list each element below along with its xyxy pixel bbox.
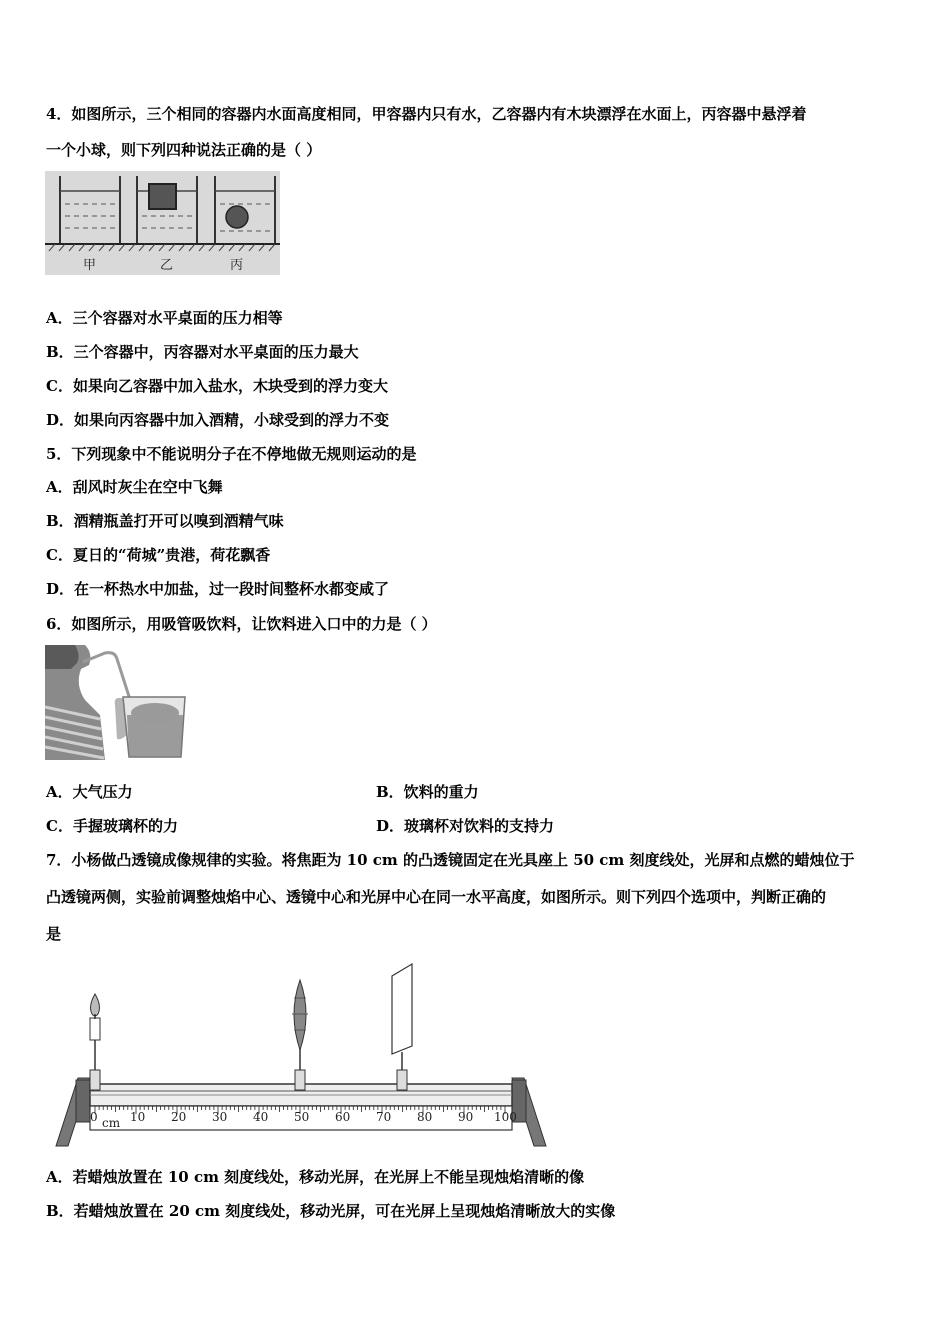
ruler-label-100: 100 xyxy=(494,1110,517,1124)
q4-stem-line2: 一个小球，则下列四种说法正确的是（ ） xyxy=(46,141,322,159)
label-yi: 乙 xyxy=(160,258,174,273)
q5-stem: 5．下列现象中不能说明分子在不停地做无规则运动的是 xyxy=(46,445,417,463)
q5-option-b: B．酒精瓶盖打开可以嗅到酒精气味 xyxy=(46,512,284,530)
q4-stem-line1: 4．如图所示，三个相同的容器内水面高度相同，甲容器内只有水，乙容器内有木块漂浮在水面上，丙容器中悬浮着 xyxy=(46,105,807,123)
q4-containers-figure xyxy=(45,171,280,275)
ruler-label-60: 60 xyxy=(335,1110,351,1124)
q6-option-d: D．玻璃杯对饮料的支持力 xyxy=(376,817,555,835)
q5-option-a: A．刮风时灰尘在空中飞舞 xyxy=(46,478,223,496)
ruler-label-0: 0 xyxy=(90,1110,98,1124)
q6-option-c: C．手握玻璃杯的力 xyxy=(46,817,178,835)
q4-option-b: B．三个容器中，丙容器对水平桌面的压力最大 xyxy=(46,343,359,361)
q6-stem: 6．如图所示，用吸管吸饮料，让饮料进入口中的力是（ ） xyxy=(46,615,437,633)
q7-stem-line2: 凸透镜两侧，实验前调整烛焰中心、透镜中心和光屏中心在同一水平高度，如图所示。则下列四个选项中，判断正确的 xyxy=(46,888,827,906)
q6-option-a: A．大气压力 xyxy=(46,783,133,801)
q7-option-a: A．若蜡烛放置在 10 cm 刻度线处，移动光屏，在光屏上不能呈现烛焰清晰的像 xyxy=(46,1168,585,1186)
q4-option-d: D．如果向丙容器中加入酒精，小球受到的浮力不变 xyxy=(46,411,390,429)
candle xyxy=(90,994,100,1090)
convex-lens xyxy=(292,980,308,1090)
ruler-label-20: 20 xyxy=(171,1110,187,1124)
q7-stem-line3: 是 xyxy=(46,925,62,943)
q4-option-a: A．三个容器对水平桌面的压力相等 xyxy=(46,309,283,327)
q7-option-b: B．若蜡烛放置在 20 cm 刻度线处，移动光屏，可在光屏上呈现烛焰清晰放大的实像 xyxy=(46,1202,616,1220)
q7-optical-bench-figure xyxy=(50,958,550,1153)
q7-stem-line1: 7．小杨做凸透镜成像规律的实验。将焦距为 10 cm 的凸透镜固定在光具座上 50 cm 刻度线处，光屏和点燃的蜡烛位于 xyxy=(46,851,855,869)
ruler-label-80: 80 xyxy=(417,1110,433,1124)
q5-option-c: C．夏日的“荷城”贵港，荷花飘香 xyxy=(46,546,271,564)
label-bing: 丙 xyxy=(230,258,244,273)
ruler-label-50: 50 xyxy=(294,1110,310,1124)
ruler-label-10: 10 xyxy=(130,1110,146,1124)
ruler-label-30: 30 xyxy=(212,1110,228,1124)
label-jia: 甲 xyxy=(83,258,97,273)
ruler-label-40: 40 xyxy=(253,1110,269,1124)
ruler-unit: cm xyxy=(102,1116,121,1130)
q4-option-c: C．如果向乙容器中加入盐水，木块受到的浮力变大 xyxy=(46,377,388,395)
ruler-label-70: 70 xyxy=(376,1110,392,1124)
q6-straw-photo xyxy=(45,645,193,760)
q5-option-d: D．在一杯热水中加盐，过一段时间整杯水都变咸了 xyxy=(46,580,390,598)
ruler-label-90: 90 xyxy=(458,1110,474,1124)
q6-option-b: B．饮料的重力 xyxy=(376,783,479,801)
light-screen xyxy=(392,964,412,1090)
